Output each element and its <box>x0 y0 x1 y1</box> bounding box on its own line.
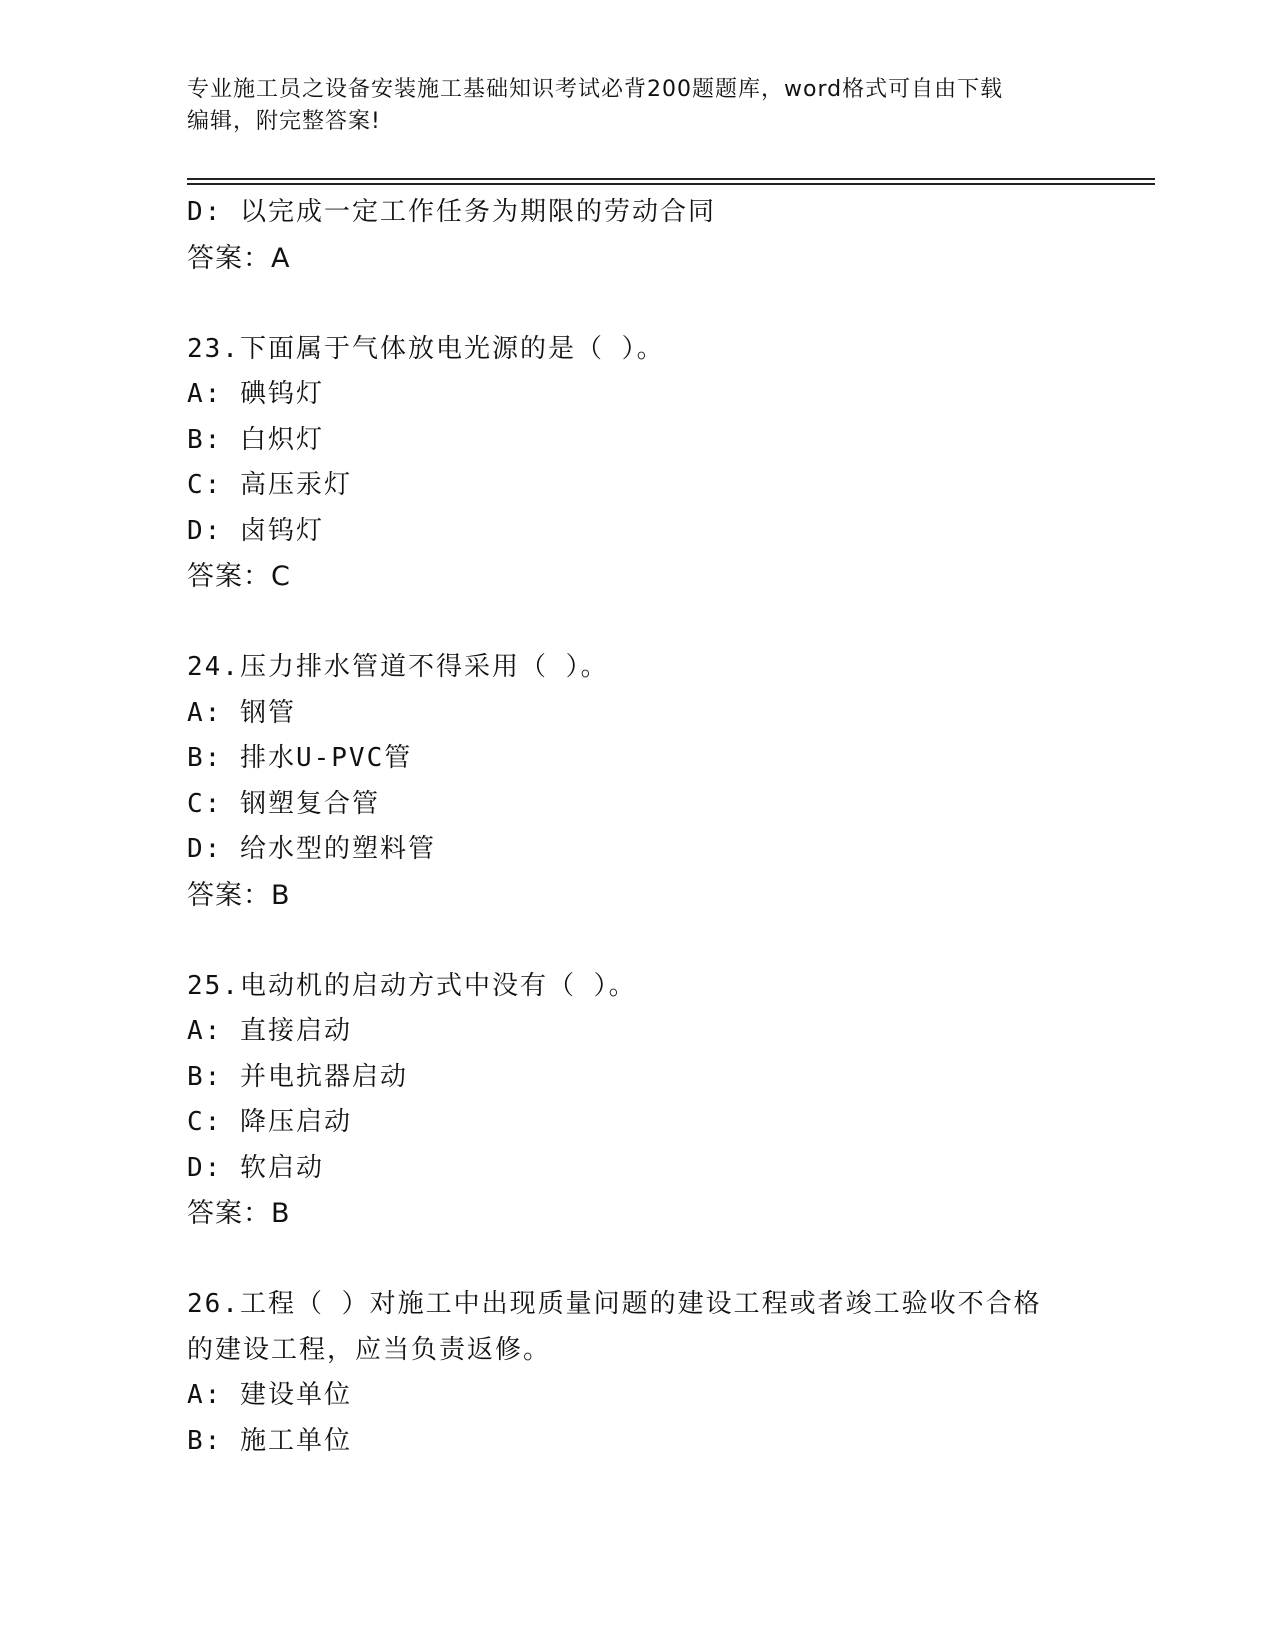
option-c: C: 高压汞灯 <box>187 470 352 500</box>
option-c: C: 降压启动 <box>187 1107 352 1137</box>
answer-line: 答案：B <box>187 879 291 911</box>
option-a: A: 直接启动 <box>187 1016 352 1046</box>
question-block-22 <box>187 190 1087 281</box>
option-b: B: 并电抗器启动 <box>187 1061 408 1092</box>
document-header <box>187 74 1087 138</box>
option-d: D: 软启动 <box>187 1152 324 1183</box>
question-block-25 <box>187 964 1087 1237</box>
question-stem: 24.压力排水管道不得采用（ ）。 <box>187 652 609 682</box>
header-line-1: 专业施工员之设备安装施工基础知识考试必背200题题库，word格式可自由下载 <box>187 77 1004 102</box>
question-block-23 <box>187 327 1087 600</box>
question-stem: 25.电动机的启动方式中没有（ ）。 <box>187 970 637 1001</box>
question-stem: 23.下面属于气体放电光源的是（ ）。 <box>187 333 665 364</box>
answer-line: 答案：C <box>187 561 291 592</box>
option-b: B: 白炽灯 <box>187 424 324 455</box>
option-a: A: 建设单位 <box>187 1380 352 1410</box>
answer-line: 答案：A <box>187 242 291 274</box>
option-d: D: 卤钨灯 <box>187 515 324 546</box>
option-b: B: 排水U-PVC管 <box>187 743 413 773</box>
question-block-26 <box>187 1282 1087 1464</box>
question-stem-line-2: 的建设工程，应当负责返修。 <box>187 1334 552 1365</box>
answer-line: 答案：B <box>187 1198 291 1229</box>
option-a: A: 钢管 <box>187 697 296 728</box>
header-rule-top <box>187 178 1155 180</box>
spacer <box>187 1237 1087 1283</box>
option-a: A: 碘钨灯 <box>187 379 324 409</box>
option-d: D: 给水型的塑料管 <box>187 834 436 864</box>
header-line-2: 编辑，附完整答案! <box>187 109 381 134</box>
spacer <box>187 600 1087 646</box>
option-d: D: 以完成一定工作任务为期限的劳动合同 <box>187 197 716 227</box>
option-c: C: 钢塑复合管 <box>187 788 380 819</box>
question-block-24 <box>187 645 1087 918</box>
spacer <box>187 281 1087 327</box>
question-stem-line-1: 26.工程（ ）对施工中出现质量问题的建设工程或者竣工验收不合格 <box>187 1289 1042 1319</box>
header-rule-bottom <box>187 183 1155 185</box>
spacer <box>187 918 1087 964</box>
question-list <box>187 190 1087 1464</box>
option-b: B: 施工单位 <box>187 1425 352 1456</box>
